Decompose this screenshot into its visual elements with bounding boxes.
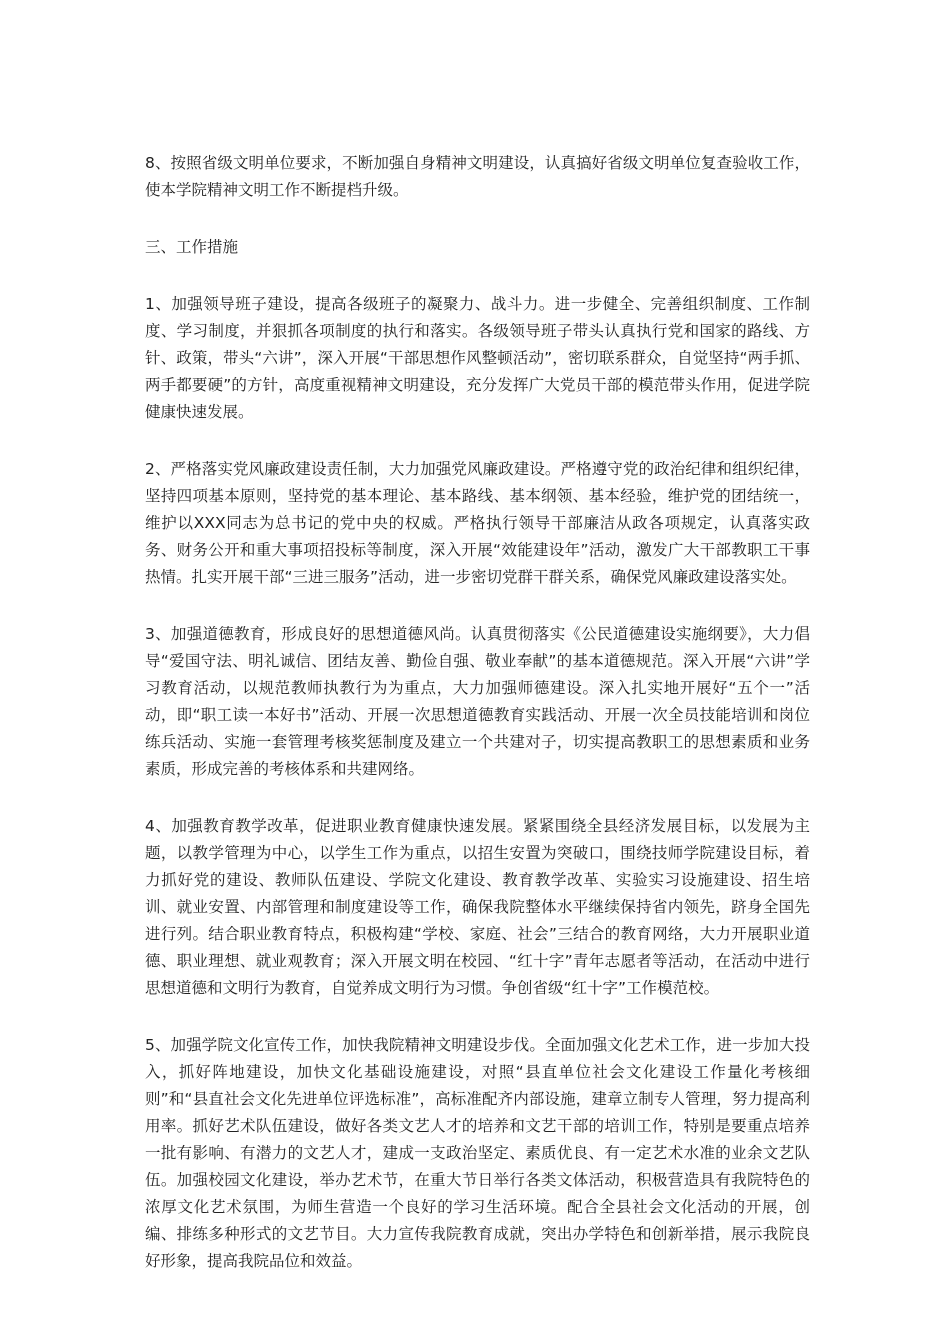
paragraph-measure-1: 1、加强领导班子建设，提高各级班子的凝聚力、战斗力。进一步健全、完善组织制度、工作制度、学习制度，并狠抓各项制度的执行和落实。各级领导班子带头认真执行党和国家的路线、方针、政策，带头“六讲”，深入开展“干部思想作风整顿活动”，密切联系群众，自觉坚持“两手抓、两手都要硬”的方针，高度重视精神文明建设，充分发挥广大党员干部的模范带头作用，促进学院健康快速发展。 xyxy=(145,295,810,421)
paragraph-item-8: 8、按照省级文明单位要求，不断加强自身精神文明建设，认真搞好省级文明单位复查验收工作，使本学院精神文明工作不断提档升级。 xyxy=(145,154,810,199)
paragraph-measure-4: 4、加强教育教学改革，促进职业教育健康快速发展。紧紧围绕全县经济发展目标，以发展为主题，以教学管理为中心，以学生工作为重点，以招生安置为突破口，围绕技师学院建设目标，着力抓好党的建设、教师队伍建设、学院文化建设、教育教学改革、实验实习设施建设、招生培训、就业安置、内部管理和制度建设等工作，确保我院整体水平继续保持省内领先，跻身全国先进行列。结合职业教育特点，积极构建“学校、家庭、社会”三结合的教育网络，大力开展职业道德、职业理想、就业观教育；深入开展文明在校园、“红十字”青年志愿者等活动，在活动中进行思想道德和文明行为教育，自觉养成文明行为习惯。争创省级“红十字”工作模范校。 xyxy=(145,817,810,997)
paragraph-measure-2: 2、严格落实党风廉政建设责任制，大力加强党风廉政建设。严格遵守党的政治纪律和组织纪律，坚持四项基本原则，坚持党的基本理论、基本路线、基本纲领、基本经验，维护党的团结统一，维护以XXX同志为总书记的党中央的权威。严格执行领导干部廉洁从政各项规定，认真落实政务、财务公开和重大事项招投标等制度，深入开展“效能建设年”活动，激发广大干部教职工干事热情。扎实开展干部“三进三服务”活动，进一步密切党群干群关系，确保党风廉政建设落实处。 xyxy=(145,460,810,586)
paragraph-measure-3: 3、加强道德教育，形成良好的思想道德风尚。认真贯彻落实《公民道德建设实施纲要》，大力倡导“爱国守法、明礼诚信、团结友善、勤俭自强、敬业奉献”的基本道德规范。深入开展“六讲”学习教育活动，以规范教师执教行为为重点，大力加强师德建设。深入扎实地开展好“五个一”活动，即“职工读一本好书”活动、开展一次思想道德教育实践活动、开展一次全员技能培训和岗位练兵活动、实施一套管理考核奖惩制度及建立一个共建对子，切实提高教职工的思想素质和业务素质，形成完善的考核体系和共建网络。 xyxy=(145,625,810,778)
document-body xyxy=(145,150,810,1305)
paragraph-measure-5: 5、加强学院文化宣传工作，加快我院精神文明建设步伐。全面加强文化艺术工作，进一步加大投入，抓好阵地建设，加快文化基础设施建设，对照“县直单位社会文化建设工作量化考核细则”和“县直社会文化先进单位评选标准”，高标准配齐内部设施，建章立制专人管理，努力提高利用率。抓好艺术队伍建设，做好各类文艺人才的培养和文艺干部的培训工作，特别是要重点培养一批有影响、有潜力的文艺人才，建成一支政治坚定、素质优良、有一定艺术水准的业余文艺队伍。加强校园文化建设，举办艺术节，在重大节日举行各类文体活动，积极营造具有我院特色的浓厚文化艺术氛围，为师生营造一个良好的学习生活环境。配合全县社会文化活动的开展，创编、排练多种形式的文艺节目。大力宣传我院教育成就，突出办学特色和创新举措，展示我院良好形象，提高我院品位和效益。 xyxy=(145,1036,810,1270)
section-heading-work-measures: 三、工作措施 xyxy=(145,238,239,256)
